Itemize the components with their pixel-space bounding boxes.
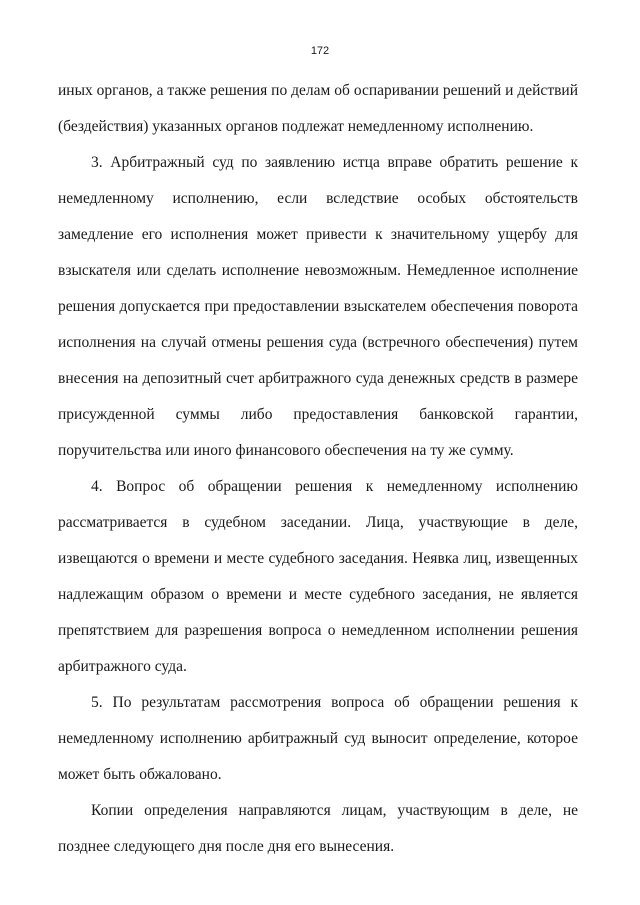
page-number: 172: [310, 45, 330, 57]
paragraph-clause-4: 4. Вопрос об обращении решения к немедленному исполнению рассматривается в судебном заседании. Лица, участвующие в деле, извещаются о времени и месте судебного заседания. Неявка лиц, извещенных надлежащим образом о времени и месте судебного заседания, не является препятствием для разрешения вопроса о немедленном исполнении решения арбитражного суда.: [58, 478, 578, 675]
paragraph-clause-5: 5. По результатам рассмотрения вопроса об обращении решения к немедленному исполнению арбитражный суд выносит определение, которое может быть обжаловано.: [58, 694, 578, 783]
document-body: [58, 73, 578, 865]
paragraph-clause-3: 3. Арбитражный суд по заявлению истца вправе обратить решение к немедленному исполнению, если вследствие особых обстоятельств замедление его исполнения может привести к значительному ущербу для взыскателя или сделать исполнение невозможным. Немедленное исполнение решения допускается при предоставлении взыскателем обеспечения поворота исполнения на случай отмены решения суда (встречного обеспечения) путем внесения на депозитный счет арбитражного суда денежных средств в размере присужденной суммы либо предоставления банковской гарантии, поручительства или иного финансового обеспечения на ту же сумму.: [58, 154, 578, 459]
paragraph-continuation: иных органов, а также решения по делам об оспаривании решений и действий (бездействия) указанных органов подлежат немедленному исполнению.: [58, 82, 578, 135]
paragraph-copies: Копии определения направляются лицам, участвующим в деле, не позднее следующего дня после дня его вынесения.: [58, 802, 578, 855]
